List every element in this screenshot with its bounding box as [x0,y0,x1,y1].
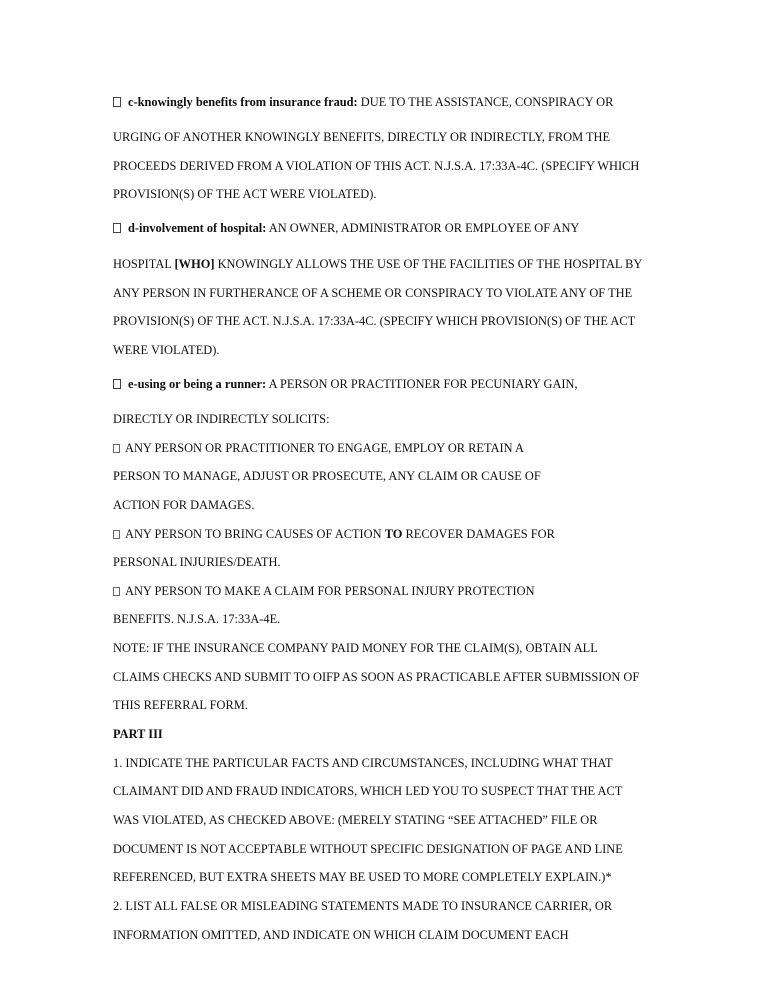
item-e-sub2-line1 [113,526,555,542]
item-e-sub1-checkbox[interactable] [113,444,120,453]
item-e-sub2-text-a: ANY PERSON TO BRING CAUSES OF ACTION [125,527,382,541]
item-d-text: AN OWNER, ADMINISTRATOR OR EMPLOYEE OF ANY [268,221,580,235]
item-e-sub1-line1 [113,440,524,456]
item-d-line4: PROVISION(S) OF THE ACT. N.J.S.A. 17:33A-4C. (SPECIFY WHICH PROVISION(S) OF THE ACT [113,314,636,328]
item-e-label: e-using or being a runner: [128,377,267,391]
item-c-line4: PROVISION(S) OF THE ACT WERE VIOLATED). [113,187,377,201]
item-e-sub2-line2: PERSONAL INJURIES/DEATH. [113,555,281,569]
item-e-sub3-text: ANY PERSON TO MAKE A CLAIM FOR PERSONAL INJURY PROTECTION [125,584,535,598]
item-e-sub1-text: ANY PERSON OR PRACTITIONER TO ENGAGE, EMPLOY OR RETAIN A [125,441,524,455]
item-c-line2: URGING OF ANOTHER KNOWINGLY BENEFITS, DIRECTLY OR INDIRECTLY, FROM THE [113,130,611,144]
item-d-line3: ANY PERSON IN FURTHERANCE OF A SCHEME OR CONSPIRACY TO VIOLATE ANY OF THE [113,286,633,300]
note-line2: CLAIMS CHECKS AND SUBMIT TO OIFP AS SOON AS PRACTICABLE AFTER SUBMISSION OF [113,670,640,684]
question-1-line3: WAS VIOLATED, AS CHECKED ABOVE: (MERELY STATING “SEE ATTACHED” FILE OR [113,813,598,827]
question-2-line2: INFORMATION OMITTED, AND INDICATE ON WHICH CLAIM DOCUMENT EACH [113,928,569,942]
item-e-sub2-text-b: RECOVER DAMAGES FOR [405,527,555,541]
item-e-line1 [113,376,578,392]
question-1-line2: CLAIMANT DID AND FRAUD INDICATORS, WHICH LED YOU TO SUSPECT THAT THE ACT [113,784,623,798]
item-e-sub3-line2: BENEFITS. N.J.S.A. 17:33A-4E. [113,612,281,626]
question-1-line5: REFERENCED, BUT EXTRA SHEETS MAY BE USED TO MORE COMPLETELY EXPLAIN.)* [113,870,612,884]
item-e-sub3-line1 [113,583,535,599]
item-c-checkbox[interactable] [113,97,121,107]
item-c-label: c-knowingly benefits from insurance fraud: [128,95,358,109]
item-c-text: DUE TO THE ASSISTANCE, CONSPIRACY OR [360,95,614,109]
item-e-checkbox[interactable] [113,379,121,389]
item-d-checkbox[interactable] [113,223,121,233]
item-d-line2 [113,256,642,272]
item-c-line3: PROCEEDS DERIVED FROM A VIOLATION OF THIS ACT. N.J.S.A. 17:33A-4C. (SPECIFY WHICH [113,159,640,173]
note-line3: THIS REFERRAL FORM. [113,698,248,712]
item-c-line1 [113,94,613,110]
item-e-sub2-to: TO [384,527,403,541]
item-d-line2-b: KNOWINGLY ALLOWS THE USE OF THE FACILITIES OF THE HOSPITAL BY [217,257,643,271]
item-d-label: d-involvement of hospital: [128,221,267,235]
item-e-sub1-line3: ACTION FOR DAMAGES. [113,498,255,512]
question-1-line1: 1. INDICATE THE PARTICULAR FACTS AND CIRCUMSTANCES, INCLUDING WHAT THAT [113,756,613,770]
question-2-line1: 2. LIST ALL FALSE OR MISLEADING STATEMENTS MADE TO INSURANCE CARRIER, OR [113,899,613,913]
part-3-heading: PART III [113,727,163,741]
item-e-sub3-checkbox[interactable] [113,587,120,596]
item-e-sub2-checkbox[interactable] [113,530,120,539]
item-d-line1 [113,220,579,236]
item-d-who: [WHO] [174,257,215,271]
note-line1: NOTE: IF THE INSURANCE COMPANY PAID MONEY FOR THE CLAIM(S), OBTAIN ALL [113,641,598,655]
item-e-text: A PERSON OR PRACTITIONER FOR PECUNIARY GAIN, [268,377,578,391]
item-e-sub1-line2: PERSON TO MANAGE, ADJUST OR PROSECUTE, ANY CLAIM OR CAUSE OF [113,469,541,483]
question-1-line4: DOCUMENT IS NOT ACCEPTABLE WITHOUT SPECIFIC DESIGNATION OF PAGE AND LINE [113,842,623,856]
item-d-line2-a: HOSPITAL [113,257,172,271]
item-d-line5: WERE VIOLATED). [113,343,220,357]
item-e-line2: DIRECTLY OR INDIRECTLY SOLICITS: [113,412,330,426]
